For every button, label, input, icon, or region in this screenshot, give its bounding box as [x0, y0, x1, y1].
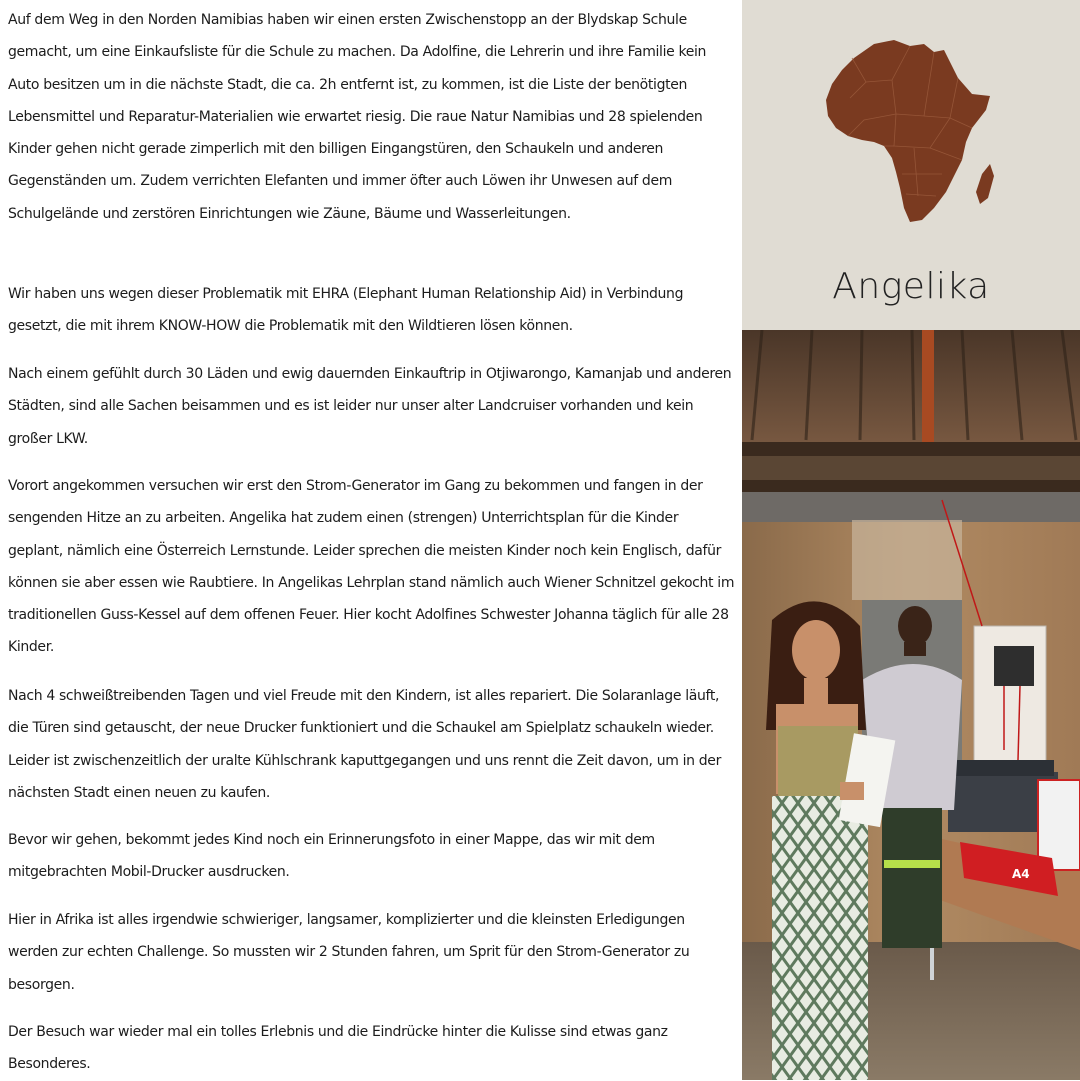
paragraph-shopping: Nach einem gefühlt durch 30 Läden und ewig dauernden Einkauftrip in Otjiwarongo, Kamanjab und anderen Städten, sind alle Sachen beisammen und es ist leider nur unser alter Landcruiser vorhanden und kein großer LKW. [8, 366, 732, 447]
roof-beam [922, 330, 934, 450]
paragraph-arrival: Vorort angekommen versuchen wir erst den Strom-Generator im Gang zu bekommen und fangen in der sengenden Hitze an zu arbeiten. Angelika hat zudem einen (strengen) Unterrichtsplan für die Kinder geplant, nämlich eine Österreich Lernstunde. Leider sprechen die meisten Kinder noch kein Englisch, dafür können sie aber essen wie Raubtiere. In Angelikas Lehrplan stand nämlich auch Wiener Schnitzel gekocht im traditionellen Guss-Kessel auf dem offenen Feuer. Hier kocht Adolfines Schwester Johanna täglich für alle 28 Kinder. [8, 478, 735, 656]
paper-ream-label: A4 [1012, 867, 1030, 881]
paragraph-closing: Der Besuch war wieder mal ein tolles Erlebnis und die Eindrücke hinter die Kulisse sind etwas ganz Besonderes. [8, 1024, 668, 1073]
africa-map-icon [822, 36, 1002, 226]
paragraph-photos: Bevor wir gehen, bekommt jedes Kind noch ein Erinnerungsfoto in einer Mappe, das wir mit dem mitgebrachten Mobil-Drucker ausdrucken. [8, 832, 655, 881]
school-photo [742, 330, 1080, 1080]
profile-panel [742, 0, 1080, 330]
ceiling-beam [742, 442, 1080, 456]
profile-name: Angelika [832, 266, 990, 307]
paragraph-repairs: Nach 4 schweißtreibenden Tagen und viel Freude mit den Kindern, ist alles repariert. Die Solaranlage läuft, die Türen sind getauscht, der neue Drucker funktioniert und die Schaukel am Spielplatz schaukeln wieder. Leider ist zwischenzeitlich der uralte Kühlschrank kaputtgegangen und uns rennt die Zeit davon, um in der nächsten Stadt einen neuen zu kaufen. [8, 688, 721, 801]
paragraph-ehra: Wir haben uns wegen dieser Problematik mit EHRA (Elephant Human Relationship Aid) in Verbindung gesetzt, die mit ihrem KNOW-HOW die Problematik mit den Wildtieren lösen können. [8, 286, 684, 335]
paragraph-intro: Auf dem Weg in den Norden Namibias haben wir einen ersten Zwischenstopp an der Blydskap Schule gemacht, um eine Einkaufsliste für die Schule zu machen. Da Adolfine, die Lehrerin und ihre Familie kein Auto besitzen um in die nächste Stadt, die ca. 2h entfernt ist, zu kommen, ist die Liste der benötigten Lebensmittel und Reparatur-Materialien wie erwartet riesig. Die raue Natur Namibias und 28 spielenden Kinder gehen nicht gerade zimperlich mit den billigen Eingangstüren, den Schaukeln und anderen Gegenständen um. Zudem verrichten Elefanten und immer öfter auch Löwen ihr Unwesen auf dem Schulgelände und zerstören Einrichtungen wie Zäune, Bäume und Wasserleitungen. [8, 12, 707, 222]
paragraph-africa: Hier in Afrika ist alles irgendwie schwieriger, langsamer, komplizierter und die kleinsten Erledigungen werden zur echten Challenge. So mussten wir 2 Stunden fahren, um Sprit für den Strom-Generator zu besorgen. [8, 912, 690, 993]
